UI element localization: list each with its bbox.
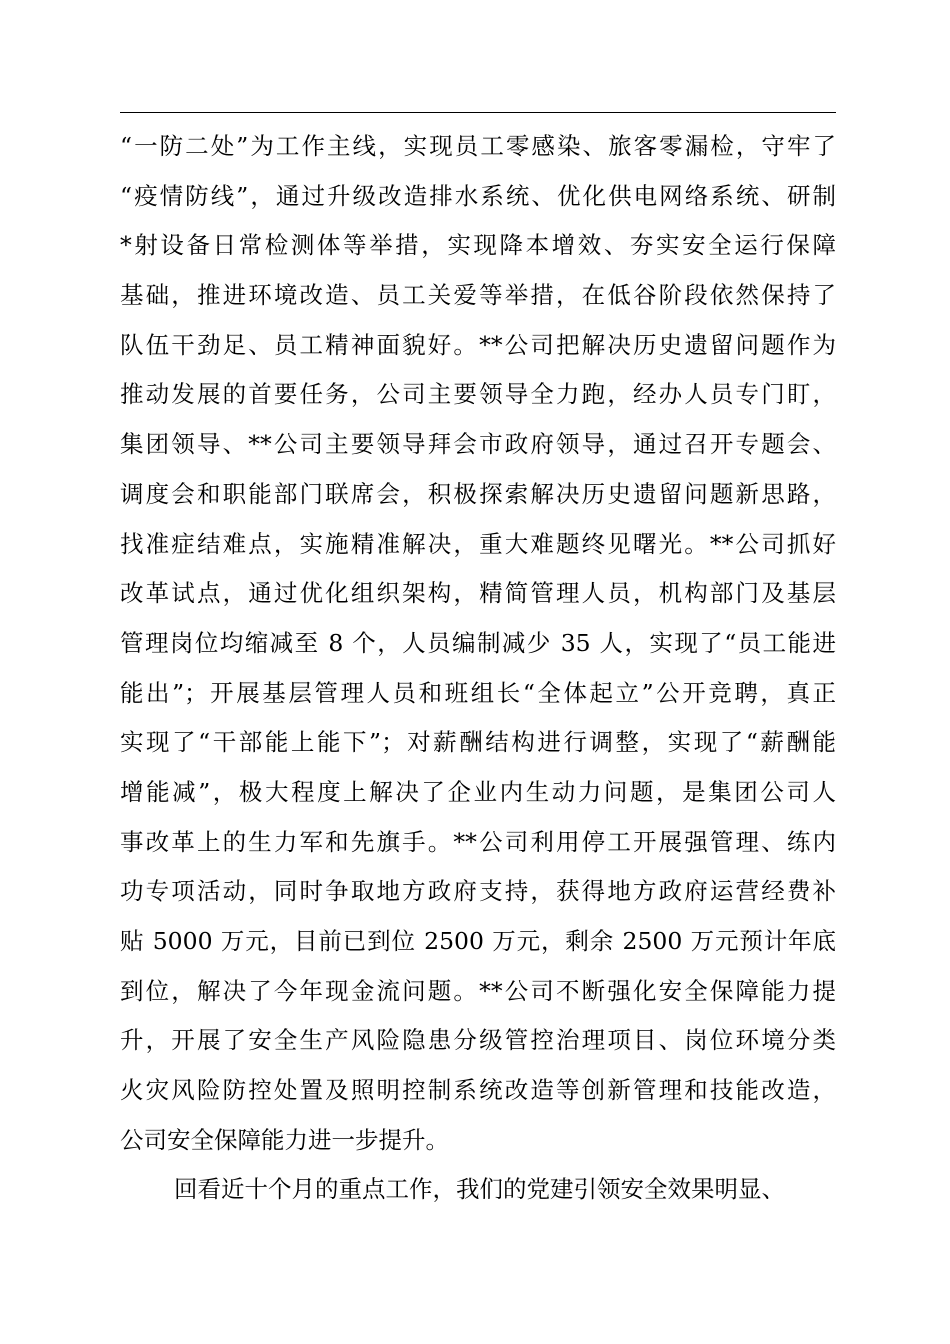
text-line: 集团领导、**公司主要领导拜会市政府领导，通过召开专题会、	[120, 430, 836, 459]
text-line: 贴 5000 万元，目前已到位 2500 万元，剩余 2500 万元预计年底	[120, 927, 836, 955]
text-line: “一防二处”为工作主线，实现员工零感染、旅客零漏检，守牢了	[120, 132, 836, 160]
paragraph-end-line: 公司安全保障能力进一步提升。	[120, 1125, 449, 1154]
text-line: 功专项活动，同时争取地方政府支持，获得地方政府运营经费补	[120, 877, 836, 906]
text-line: 队伍干劲足、员工精神面貌好。**公司把解决历史遗留问题作为	[120, 330, 836, 359]
body-text	[120, 122, 836, 1215]
text-line: 升，开展了安全生产风险隐患分级管控治理项目、岗位环境分类	[120, 1026, 836, 1055]
text-line: 火灾风险防控处置及照明控制系统改造等创新管理和技能改造，	[120, 1076, 836, 1105]
text-line: 改革试点，通过优化组织架构，精简管理人员，机构部门及基层	[120, 579, 836, 608]
text-line: 能出”；开展基层管理人员和班组长“全体起立”公开竞聘，真正	[120, 678, 836, 707]
text-line: 事改革上的生力军和先旗手。**公司利用停工开展强管理、练内	[120, 827, 836, 856]
text-line: 调度会和职能部门联席会，积极探索解决历史遗留问题新思路，	[120, 479, 836, 508]
text-line: 到位，解决了今年现金流问题。**公司不断强化安全保障能力提	[120, 976, 836, 1005]
text-line: 实现了“干部能上能下”；对薪酬结构进行调整，实现了“薪酬能	[120, 728, 836, 757]
text-line: 找准症结难点，实施精准解决，重大难题终见曙光。**公司抓好	[120, 529, 836, 558]
header-rule	[120, 112, 836, 113]
paragraph-start-line: 回看近十个月的重点工作，我们的党建引领安全效果明显、	[174, 1175, 785, 1204]
text-line: 推动发展的首要任务，公司主要领导全力跑，经办人员专门盯，	[120, 380, 836, 409]
text-line: 管理岗位均缩减至 8 个，人员编制减少 35 人，实现了“员工能进	[120, 628, 836, 657]
text-line: 增能减”，极大程度上解决了企业内生动力问题，是集团公司人	[120, 777, 836, 806]
text-line: *射设备日常检测体等举措，实现降本增效、夯实安全运行保障	[120, 231, 836, 260]
text-line: “疫情防线”，通过升级改造排水系统、优化供电网络系统、研制	[120, 181, 836, 210]
text-line: 基础，推进环境改造、员工关爱等举措，在低谷阶段依然保持了	[120, 281, 836, 310]
